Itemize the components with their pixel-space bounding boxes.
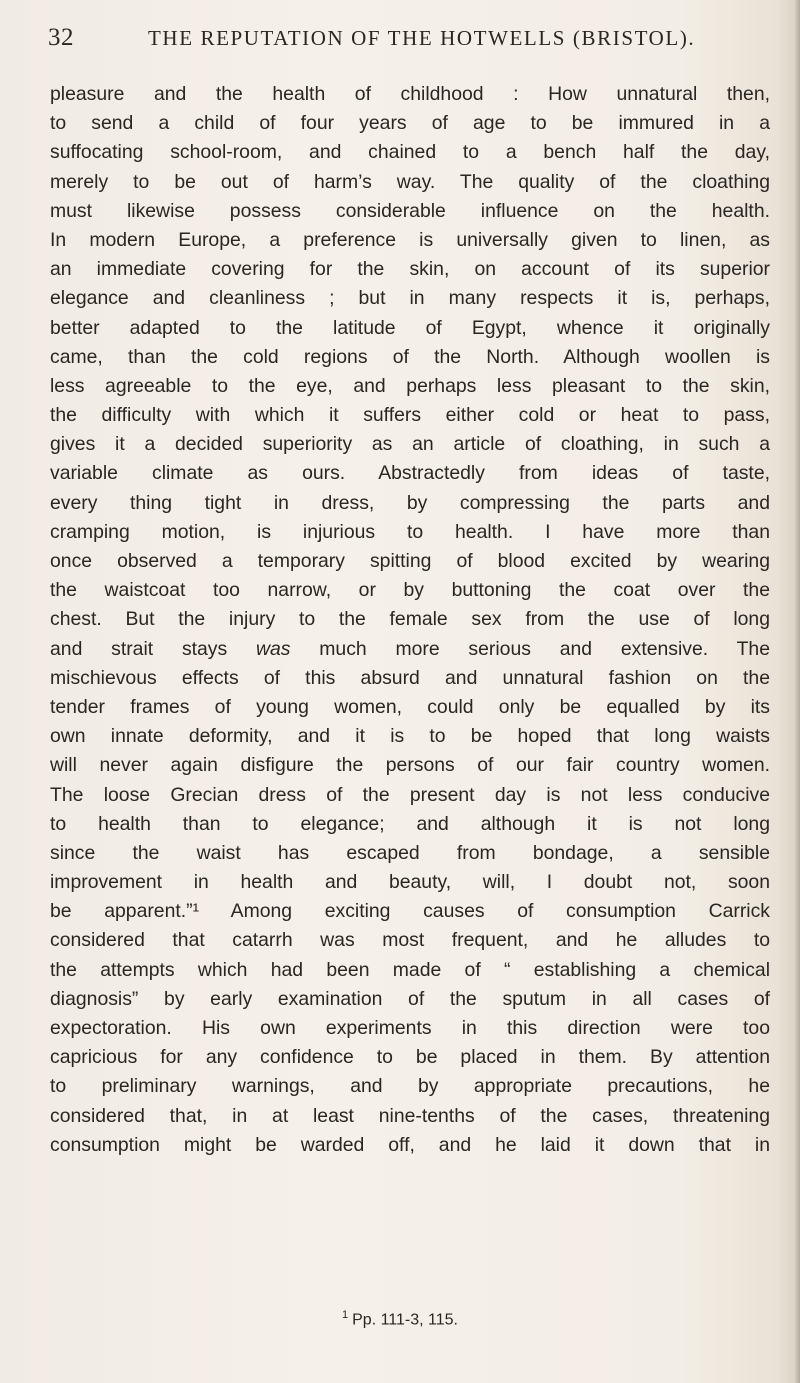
body-text (50, 80, 770, 1160)
footnote-marker: 1 (342, 1309, 349, 1321)
text-line: the attempts which had been made of “ establishing a chemical (50, 958, 770, 981)
text-line: cramping motion, is injurious to health. I have more than (50, 520, 770, 543)
text-line: In modern Europe, a preference is universally given to linen, as (50, 228, 770, 251)
page-number: 32 (48, 24, 74, 51)
text-line: the difficulty with which it suffers either cold or heat to pass, (50, 404, 770, 427)
page-edge-shadow (794, 0, 800, 1383)
text-line: gives it a decided superiority as an article of cloathing, in such a (50, 433, 770, 456)
text-line: improvement in health and beauty, will, I doubt not, soon (50, 871, 770, 894)
footnote (0, 1309, 800, 1329)
text-line: chest. But the injury to the female sex from the use of long (50, 608, 770, 631)
text-line: every thing tight in dress, by compressing the parts and (50, 491, 770, 514)
text-line: and strait stays was much more serious and extensive. The (50, 637, 770, 660)
running-title: THE REPUTATION OF THE HOTWELLS (BRISTOL). (148, 26, 696, 50)
text-line: be apparent.”¹ Among exciting causes of consumption Carrick (50, 900, 770, 923)
text-line: came, than the cold regions of the North. Although woollen is (50, 345, 770, 368)
text-line: capricious for any confidence to be placed in them. By attention (50, 1046, 770, 1069)
text-line: considered that, in at least nine-tenths of the cases, threatening (50, 1104, 770, 1127)
text-line: The loose Grecian dress of the present day is not less conducive (50, 783, 770, 806)
text-line: elegance and cleanliness ; but in many respects it is, perhaps, (50, 287, 770, 310)
text-line: diagnosis” by early examination of the sputum in all cases of (50, 987, 770, 1010)
text-line: must likewise possess considerable influence on the health. (50, 199, 770, 222)
text-line: to send a child of four years of age to be immured in a (50, 112, 770, 135)
text-line: variable climate as ours. Abstractedly from ideas of taste, (50, 462, 770, 485)
text-line: own innate deformity, and it is to be hoped that long waists (50, 725, 770, 748)
footnote-text: Pp. 111-3, 115. (352, 1311, 458, 1329)
text-line: the waistcoat too narrow, or by buttoning the coat over the (50, 579, 770, 602)
running-head (48, 24, 778, 60)
text-line: expectoration. His own experiments in this direction were too (50, 1017, 770, 1039)
text-line: an immediate covering for the skin, on account of its superior (50, 258, 770, 281)
text-line: to health than to elegance; and although it is not long (50, 812, 770, 835)
text-line: mischievous effects of this absurd and unnatural fashion on the (50, 666, 770, 689)
text-line: pleasure and the health of childhood : How unnatural then, (50, 83, 770, 105)
text-line: better adapted to the latitude of Egypt, whence it originally (50, 316, 770, 339)
text-line: consumption might be warded off, and he laid it down that in (50, 1133, 770, 1156)
text-line: less agreeable to the eye, and perhaps less pleasant to the skin, (50, 374, 770, 397)
text-line: merely to be out of harm’s way. The quality of the cloathing (50, 170, 770, 193)
text-line: since the waist has escaped from bondage, a sensible (50, 841, 770, 864)
text-line: considered that catarrh was most frequent, and he alludes to (50, 929, 770, 952)
text-line: will never again disfigure the persons of our fair country women. (50, 754, 770, 777)
text-line: once observed a temporary spitting of blood excited by wearing (50, 550, 770, 572)
text-line: tender frames of young women, could only be equalled by its (50, 695, 770, 718)
text-line: to preliminary warnings, and by appropriate precautions, he (50, 1075, 770, 1098)
text-line: suffocating school-room, and chained to a bench half the day, (50, 141, 770, 164)
